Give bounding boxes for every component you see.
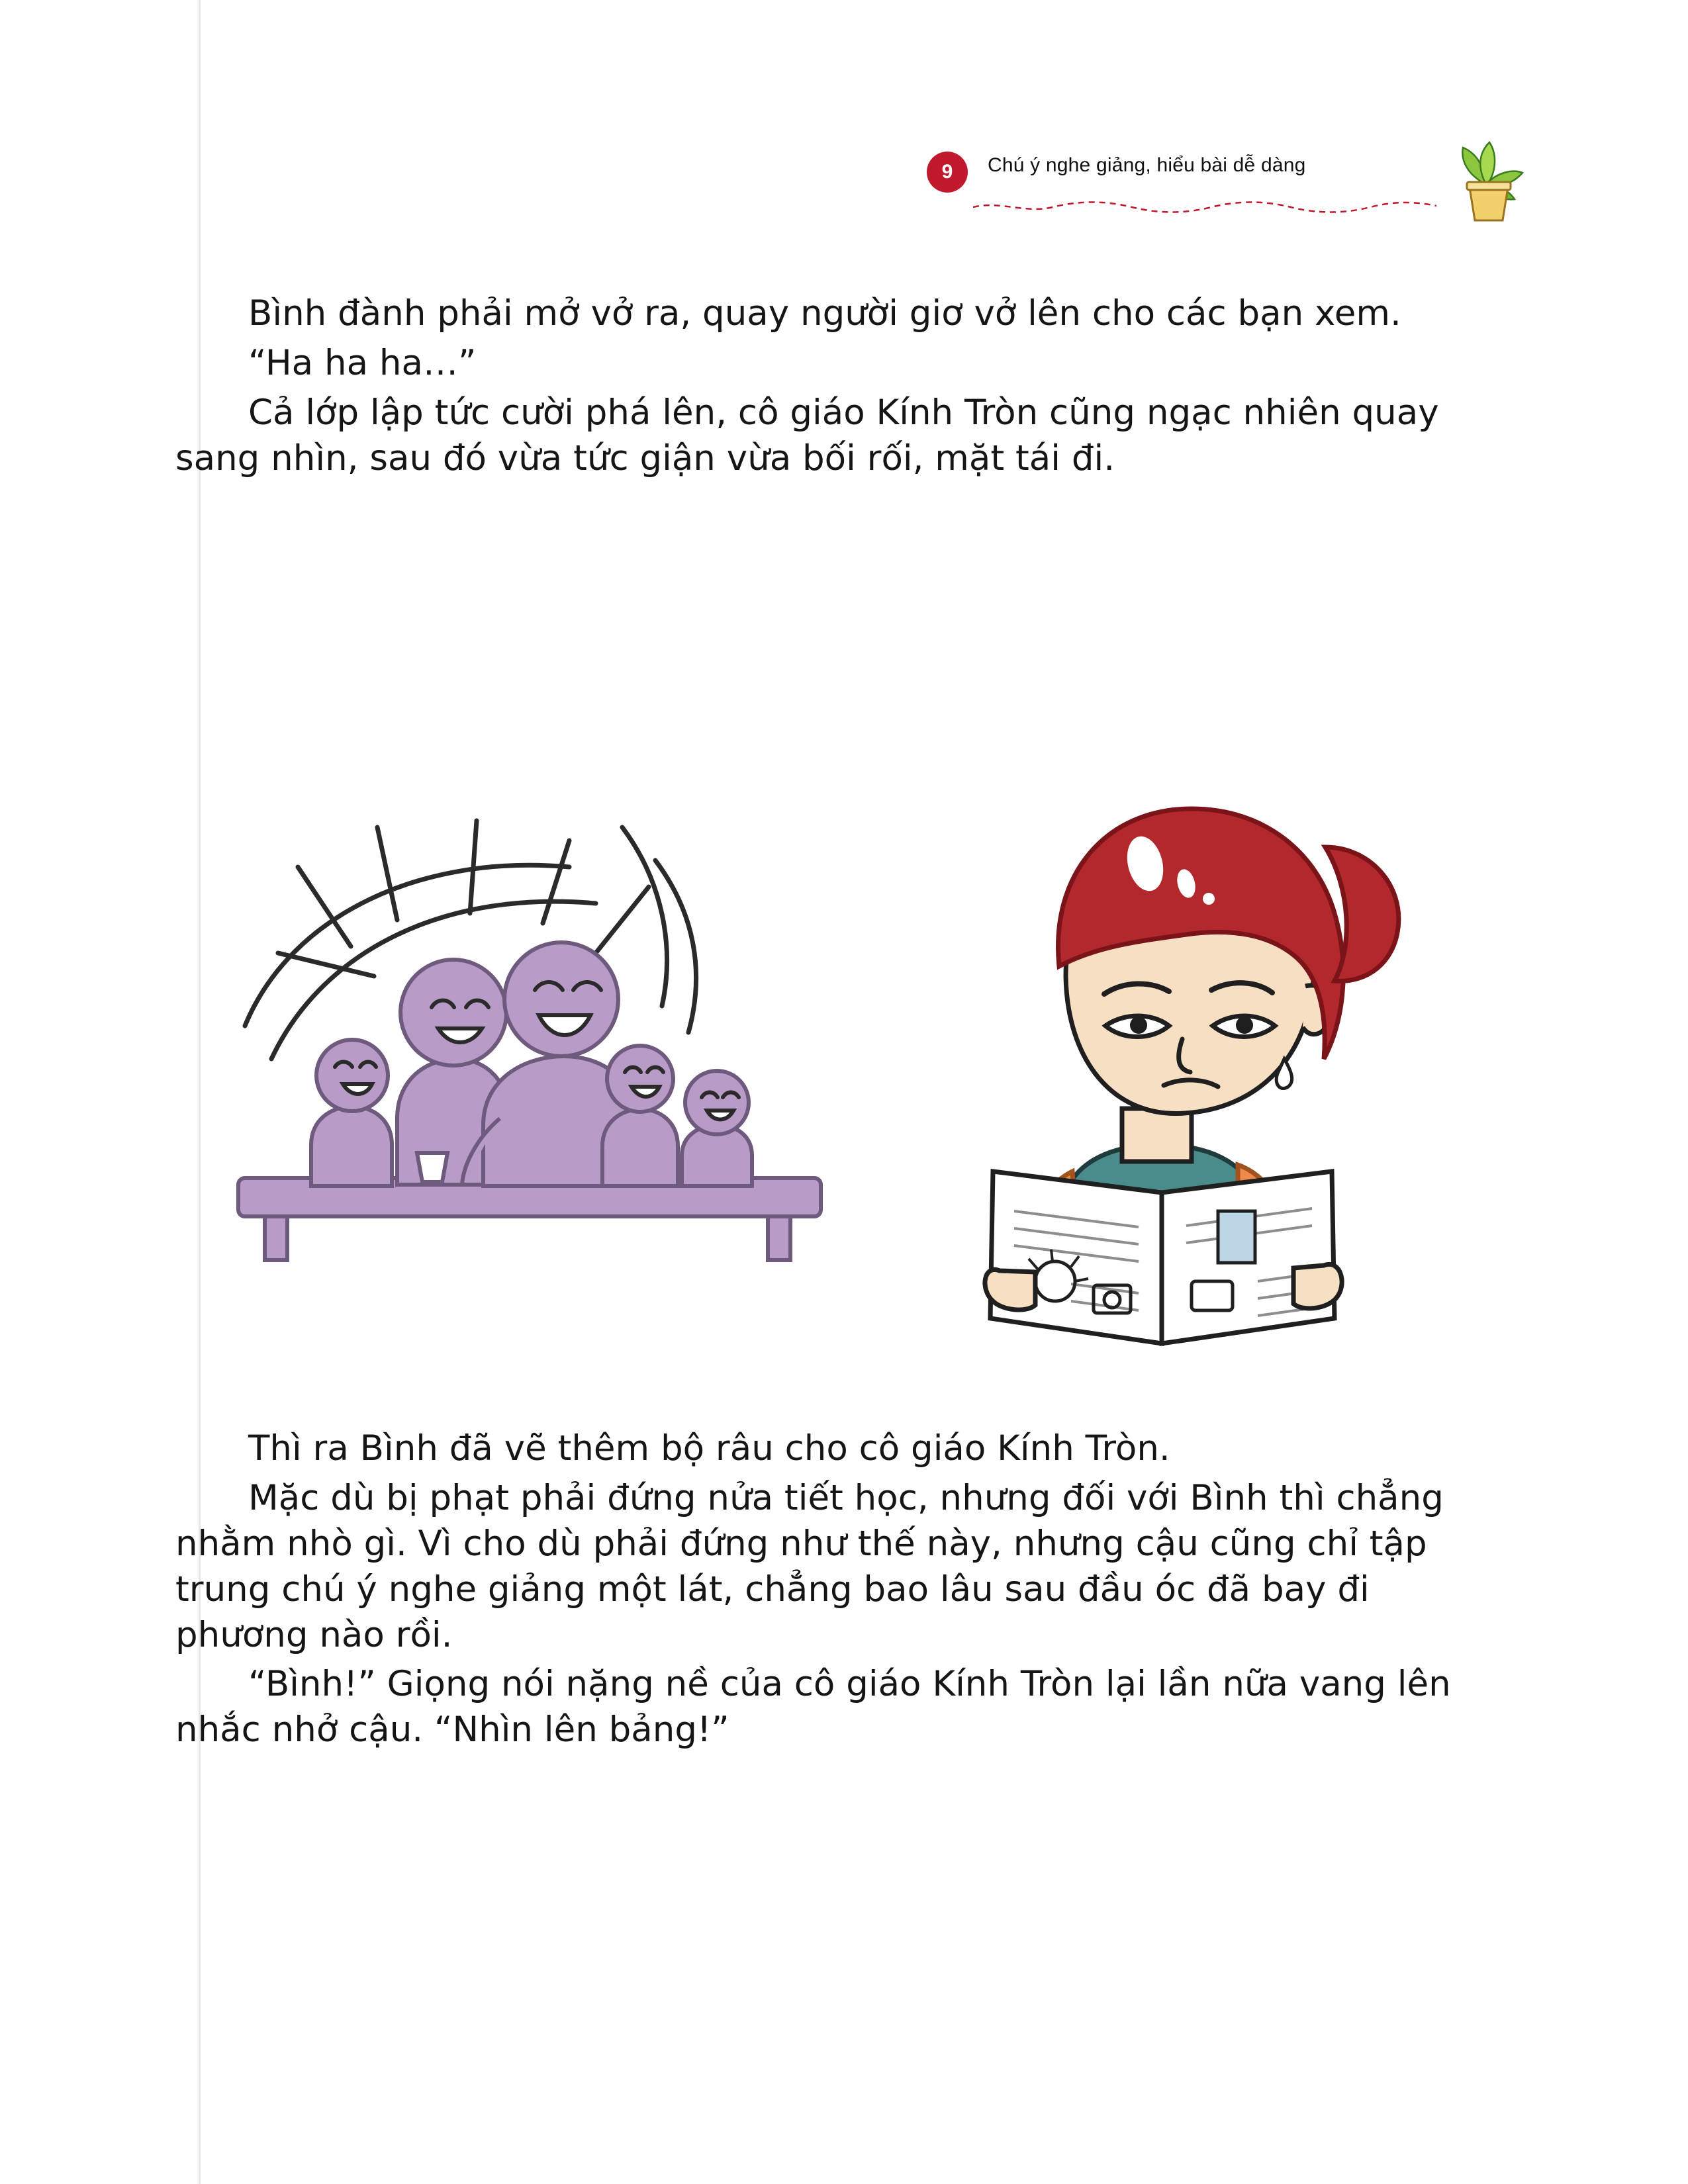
classroom-laughing-illustration — [199, 748, 1489, 1370]
header-title: Chú ý nghe giảng, hiểu bài dễ dàng — [988, 154, 1306, 176]
left-hand — [985, 1269, 1035, 1310]
paragraph: Thì ra Bình đã vẽ thêm bộ râu cho cô giáo Kính Tròn. — [248, 1428, 1170, 1469]
paragraph: Mặc dù bị phạt phải đứng nửa tiết học, nhưng đối với Bình thì chẳng nhằm nhò gì. Vì cho dù phải đứng như thế này, nhưng cậu cũng chỉ tập trung chú ý nghe giảng một lát, chẳng bao lâu sau đầu óc đã bay đi phương nào rồi. — [175, 1477, 1444, 1655]
open-book — [990, 1171, 1335, 1343]
paragraph: “Bình!” Giọng nói nặng nề của cô giáo Kính Tròn lại lần nữa vang lên nhắc nhở cậu. “Nhìn lên bảng!” — [175, 1664, 1451, 1751]
bottom-text-block — [175, 1426, 1493, 1757]
running-header — [927, 136, 1523, 228]
paragraph: “Ha ha ha…” — [248, 342, 477, 383]
potted-plant-icon — [1443, 136, 1529, 228]
top-text-block — [175, 291, 1493, 486]
paragraph: Bình đành phải mở vở ra, quay người giơ vở lên cho các bạn xem. — [248, 293, 1401, 334]
desk-cup — [417, 1153, 447, 1182]
boy-reading-figure — [985, 809, 1399, 1343]
paragraph: Cả lớp lập tức cười phá lên, cô giáo Kính Tròn cũng ngạc nhiên quay sang nhìn, sau đó vừa tức giận vừa bối rối, mặt tái đi. — [175, 392, 1439, 478]
laughing-crowd — [311, 942, 752, 1186]
classroom-desk — [238, 1178, 821, 1260]
header-decorative-rule — [973, 199, 1436, 214]
page-number-badge: 9 — [927, 152, 968, 193]
right-hand — [1293, 1264, 1342, 1308]
